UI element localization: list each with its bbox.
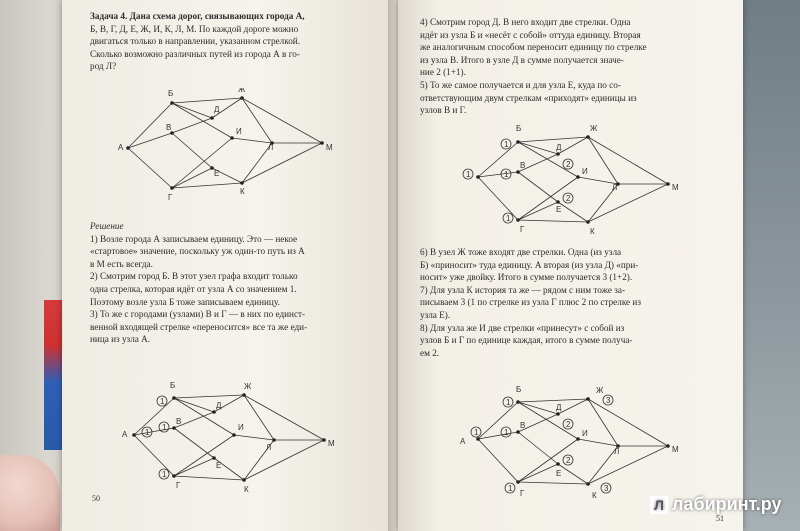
node-label: В (176, 417, 182, 426)
node-label: Е (216, 461, 222, 470)
node-label: М (326, 143, 333, 152)
solution-line: одна стрелка, которая идёт от узла А со значением 1. (90, 283, 297, 294)
node-label: И (236, 127, 242, 136)
right-page (398, 0, 743, 531)
node-label: Ж (590, 124, 598, 133)
value-label: 1 (506, 214, 511, 223)
node-label: К (590, 227, 595, 236)
value-label: 1 (466, 170, 471, 179)
node-label: Б (516, 385, 522, 394)
node-label: Б (168, 89, 174, 98)
node-label: А (460, 437, 466, 446)
left-page (62, 0, 392, 531)
node-label: В (520, 421, 526, 430)
task-line: Сколько возможно различных путей из города А в го- (90, 48, 300, 59)
value-label: 3 (604, 484, 609, 493)
watermark-logo-icon: Л (650, 496, 668, 514)
node-label: М (672, 445, 679, 454)
value-label: 1 (160, 397, 165, 406)
value-label: 1 (474, 428, 479, 437)
text-line: 6) В узел Ж тоже входят две стрелки. Одна (из узла (420, 247, 622, 257)
text-line: ние 2 (1+1). (420, 67, 466, 78)
value-label: 1 (162, 423, 167, 432)
node-label: Д (216, 401, 222, 410)
node-label: К (240, 187, 245, 196)
value-label: 1 (504, 170, 509, 179)
graph-diagram-1 (112, 88, 392, 203)
task-line: Б, В, Г, Д, Е, Ж, И, К, Л, М. По каждой дороге можно (90, 23, 299, 34)
value-label: 1 (162, 470, 167, 479)
text-line: узлов В и Г. (420, 105, 467, 116)
node-label: Б (170, 381, 176, 390)
node-label: А (122, 430, 128, 439)
solution-line: ница из узла А. (90, 334, 151, 345)
value-label: 2 (566, 194, 571, 203)
text-line: же аналогичным способом переносит единицу по стрелке (420, 42, 647, 53)
text-line: 7) Для узла К история та же — рядом с ним тоже за- (420, 284, 626, 295)
node-label: Л (612, 183, 618, 192)
text-line: 8) Для узла же И две стрелки «принесут» с собой из (420, 322, 625, 333)
graph-diagram-2 (458, 122, 728, 237)
node-label: М (672, 183, 679, 192)
value-label: 2 (566, 456, 571, 465)
node-label: Ж (238, 88, 246, 94)
node-label: Г (520, 225, 525, 234)
task-line: род Л? (90, 61, 117, 72)
watermark (650, 494, 782, 515)
node-label: К (592, 491, 597, 499)
node-label: Л (266, 443, 272, 452)
value-label: 2 (566, 160, 571, 169)
node-label: В (166, 123, 172, 132)
node-label: Л (268, 143, 274, 152)
solution-line: венной входящей стрелке «переносится» все та же еди- (90, 321, 308, 332)
node-label: В (520, 161, 526, 170)
node-label: Г (520, 489, 525, 498)
node-label: Д (556, 143, 562, 152)
solution-heading: Решение (90, 221, 124, 231)
solution-line: 2) Смотрим город Б. В этот узел графа входит только (90, 271, 298, 282)
value-label: 2 (566, 420, 571, 429)
solution-line: в М есть всегда. (90, 258, 153, 269)
value-label: 1 (506, 398, 511, 407)
text-line: 4) Смотрим город Д. В него входит две стрелки. Одна (420, 17, 631, 27)
text-line: 5) То же самое получается и для узла Е, куда по со- (420, 79, 621, 90)
value-label: 3 (606, 396, 611, 405)
node-label: М (328, 439, 335, 448)
node-label: Е (214, 169, 220, 178)
node-label: А (118, 143, 124, 152)
graph-diagram-4 (458, 384, 728, 499)
value-label: 1 (504, 140, 509, 149)
text-line: из узла В. Итого в узле Д в сумме получается значе- (420, 54, 624, 65)
node-label: Г (176, 481, 181, 490)
value-label: 1 (508, 484, 513, 493)
page-number: 50 (92, 494, 100, 503)
value-label: 1 (145, 428, 150, 437)
task-line: двигаться только в направлении, указанном стрелкой. (90, 36, 301, 47)
task-line: Задача 4. Дана схема дорог, связывающих города А, (90, 11, 305, 21)
node-label: Д (214, 105, 220, 114)
value-label: 1 (504, 428, 509, 437)
text-line: ответствующим двум стрелкам «приходят» единицы из (420, 92, 637, 103)
solution-line: Поэтому возле узла Б тоже записываем единицу. (90, 296, 280, 307)
node-label: Ж (244, 382, 252, 391)
solution-line: 1) Возле города А записываем единицу. Это — некое (90, 233, 298, 244)
node-label: Д (556, 403, 562, 412)
node-label: Б (516, 124, 522, 133)
text-line: писываем 3 (1 по стрелке из узла Г плюс 2 по стрелке из (420, 297, 641, 308)
node-label: И (582, 167, 588, 176)
solution-line: «стартовое» значение, поскольку уж один-то путь из А (90, 246, 305, 257)
text-line: Б) «приносит» туда единицу. А вторая (из узла Д) «при- (420, 259, 639, 270)
text-line: узла Е). (420, 309, 451, 320)
node-label: К (244, 485, 249, 494)
text-line: идёт из узла Б и «несёт с собой» оттуда единицу. Вторая (420, 29, 641, 40)
node-label: И (238, 423, 244, 432)
text-line: носит» уже двойку. Итого в сумме получается 3 (1+2). (420, 272, 633, 283)
node-label: Е (556, 469, 562, 478)
watermark-text: лабиринт.ру (672, 494, 782, 514)
task-text (90, 10, 382, 73)
right-text-mid (420, 246, 732, 359)
book-cover (0, 0, 70, 531)
text-line: ем 2. (420, 347, 440, 358)
graph-diagram-3 (114, 380, 384, 495)
cover-flag-stripe (44, 300, 62, 450)
node-label: Ж (596, 386, 604, 395)
node-label: Л (614, 447, 620, 456)
node-label: Г (168, 193, 173, 202)
text-line: узлов Б и Г по единице каждая, итого в сумме получа- (420, 335, 633, 346)
solution-line: 3) То же с городами (узлами) В и Г — в них по единст- (90, 309, 306, 320)
right-text-top (420, 16, 732, 117)
page-number: 51 (716, 514, 724, 523)
node-label: И (582, 429, 588, 438)
node-label: Е (556, 205, 562, 214)
solution-text (90, 220, 382, 346)
